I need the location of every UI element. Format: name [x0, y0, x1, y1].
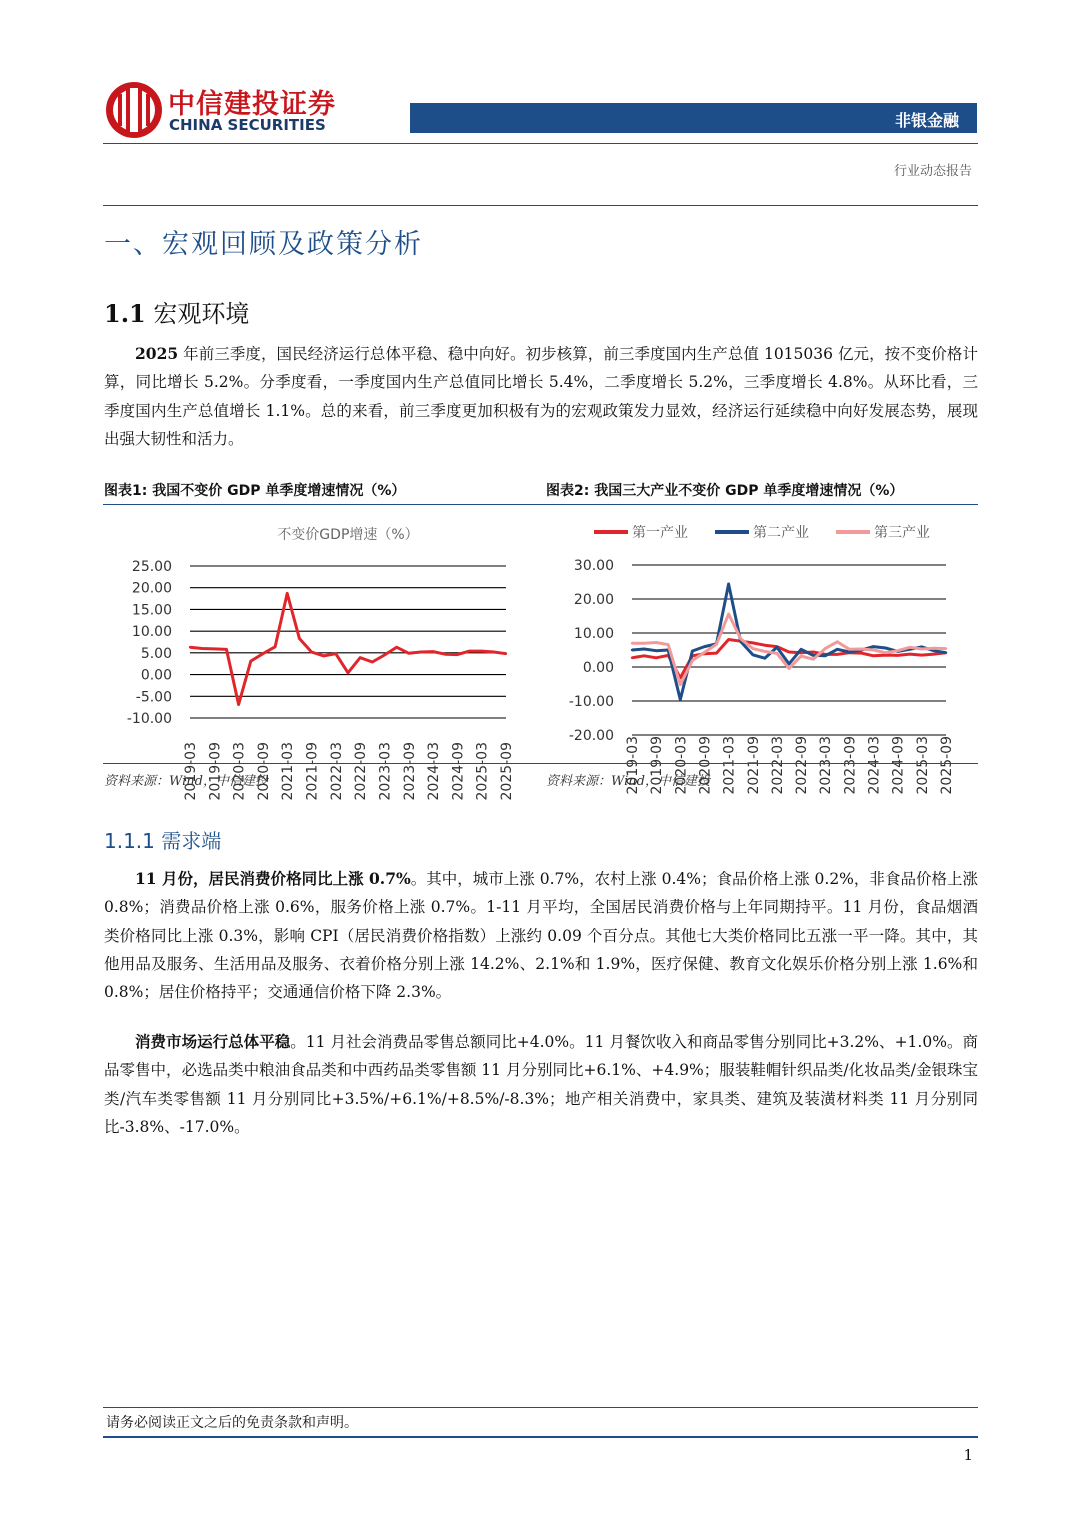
data-point: [643, 648, 645, 650]
data-point: [383, 654, 385, 656]
data-point: [727, 613, 729, 615]
data-point: [836, 648, 838, 650]
paragraph-retail: [104, 1028, 978, 1141]
x-tick-label: 2024-09: [890, 736, 907, 795]
data-point: [310, 651, 312, 653]
data-point: [933, 650, 935, 652]
figure-1-source: 资料来源：Wind，中信建投: [104, 774, 268, 789]
paragraph-body: 。11 月社会消费品零售总额同比+4.0%。11 月餐饮收入和商品零售分别同比+3.2%、+1.0%。商品零售中，必选品类中粮油食品类和中西药品类零售额 11 月分别同比+6.1%、+4.9%；服装鞋帽针织品类/化妆品类/金银珠宝类/汽车类零售额 11 月分别同比+3.5%/+6.1%/+8.5%/-8.3%；地产相关消费中，家具类、建筑及装潢材料类 11 月分别同比-3.8%、-17.0%。: [104, 1033, 978, 1136]
y-tick-label: -20.00: [568, 728, 614, 744]
paragraph-lead: 2025: [135, 344, 179, 363]
data-point: [909, 646, 911, 648]
data-point: [884, 647, 886, 649]
data-point: [945, 652, 947, 654]
x-tick-label: 2024-09: [450, 742, 467, 801]
figure-1-title: 图表1: 我国不变价 GDP 单季度增速情况（%）: [104, 483, 406, 499]
data-point: [456, 653, 458, 655]
data-point: [884, 654, 886, 656]
data-point: [201, 647, 203, 649]
y-tick-label: 10.00: [131, 624, 172, 641]
paragraph-gdp: [104, 340, 978, 453]
y-tick-label: 15.00: [131, 602, 172, 619]
y-tick-label: -5.00: [135, 689, 172, 706]
data-point: [655, 657, 657, 659]
y-tick-label: -10.00: [568, 694, 614, 710]
data-point: [727, 638, 729, 640]
data-point: [788, 663, 790, 665]
x-tick-label: 2020-09: [697, 736, 714, 795]
legend-label-3: 第三产业: [874, 525, 930, 541]
subsection-number: 1.1: [104, 299, 146, 328]
x-tick-label: 2019-09: [649, 736, 666, 795]
x-tick-label: 2022-09: [353, 742, 370, 801]
y-tick-label: 30.00: [573, 558, 614, 574]
x-tick-label: 2025-09: [939, 736, 955, 795]
data-point: [493, 651, 495, 653]
x-tick-label: 2020-09: [255, 742, 272, 801]
paragraph-lead: 11 月份，居民消费价格同比上涨 0.7%: [135, 869, 411, 888]
data-point: [800, 648, 802, 650]
x-tick-label: 2024-03: [866, 736, 883, 795]
data-point: [359, 656, 361, 658]
data-point: [872, 645, 874, 647]
data-point: [643, 655, 645, 657]
data-point: [752, 647, 754, 649]
data-point: [420, 651, 422, 653]
header-divider: [103, 205, 978, 206]
data-point: [631, 642, 633, 644]
data-point: [836, 641, 838, 643]
x-tick-label: 2025-03: [914, 736, 931, 795]
data-point: [727, 583, 729, 585]
x-tick-label: 2025-09: [499, 742, 515, 801]
data-point: [824, 655, 826, 657]
data-point: [872, 655, 874, 657]
sector-banner: [410, 103, 977, 133]
series-line-1: [632, 640, 946, 678]
y-tick-label: 5.00: [140, 645, 172, 662]
x-tick-label: 2019-03: [625, 736, 641, 795]
series-line-1: [190, 593, 506, 704]
x-tick-label: 2023-03: [818, 736, 835, 795]
data-point: [764, 644, 766, 646]
data-point: [262, 653, 264, 655]
data-point: [836, 653, 838, 655]
data-point: [505, 653, 507, 655]
data-point: [468, 650, 470, 652]
legend-label-2: 第二产业: [753, 525, 809, 541]
brand-name-cn: 中信建投证券: [168, 89, 336, 120]
data-point: [848, 651, 850, 653]
data-point: [286, 592, 288, 594]
data-point: [860, 652, 862, 654]
data-point: [250, 660, 252, 662]
data-point: [933, 647, 935, 649]
data-point: [788, 667, 790, 669]
data-point: [764, 650, 766, 652]
data-point: [884, 652, 886, 654]
data-point: [703, 645, 705, 647]
data-point: [752, 654, 754, 656]
x-tick-label: 2024-03: [426, 742, 443, 801]
sector-label: 非银金融: [894, 111, 959, 130]
sub-subsection-heading: 1.1.1 需求端: [104, 829, 222, 853]
data-point: [667, 643, 669, 645]
x-tick-label: 2019-03: [183, 742, 199, 801]
figure-bottom-rule: [103, 763, 978, 764]
x-tick-label: 2021-09: [304, 742, 321, 801]
data-point: [872, 649, 874, 651]
page-number: 1: [963, 1446, 973, 1464]
y-tick-label: 20.00: [573, 592, 614, 608]
data-point: [703, 651, 705, 653]
data-point: [189, 646, 191, 648]
data-point: [691, 650, 693, 652]
data-point: [643, 642, 645, 644]
data-point: [740, 638, 742, 640]
x-tick-label: 2023-09: [401, 742, 418, 801]
y-tick-label: 0.00: [140, 667, 172, 684]
data-point: [848, 648, 850, 650]
data-point: [347, 672, 349, 674]
x-tick-label: 2020-03: [673, 736, 690, 795]
data-point: [764, 657, 766, 659]
data-point: [800, 655, 802, 657]
footer-rule-top: [103, 1407, 978, 1408]
x-tick-label: 2021-03: [721, 736, 738, 795]
data-point: [788, 651, 790, 653]
data-point: [213, 648, 215, 650]
legend-label-1: 第一产业: [632, 525, 688, 541]
data-point: [481, 650, 483, 652]
report-type: 行业动态报告: [893, 164, 972, 179]
x-tick-label: 2021-09: [745, 736, 762, 795]
data-point: [679, 698, 681, 700]
paragraph-body: 年前三季度，国民经济运行总体平稳、稳中向好。初步核算，前三季度国内生产总值 1015036 亿元，按不变价格计算，同比增长 5.2%。分季度看，一季度国内生产总值同比增长 5.4%，二季度增长 5.2%，三季度增长 4.8%。从环比看，三季度国内生产总值增长 1.1%。总的来看，前三季度更加积极有为的宏观政策发力显效，经济运行延续稳中向好发展态势，展现出强大韧性和活力。: [104, 345, 978, 448]
data-point: [631, 649, 633, 651]
data-point: [752, 642, 754, 644]
data-point: [897, 654, 899, 656]
data-point: [715, 652, 717, 654]
data-point: [679, 684, 681, 686]
data-point: [432, 650, 434, 652]
data-point: [655, 650, 657, 652]
x-tick-label: 2019-09: [207, 742, 224, 801]
x-tick-label: 2022-03: [769, 736, 786, 795]
y-tick-label: 0.00: [582, 660, 614, 676]
x-tick-label: 2023-03: [377, 742, 394, 801]
data-point: [631, 657, 633, 659]
x-tick-label: 2023-09: [842, 736, 859, 795]
data-point: [812, 651, 814, 653]
data-point: [933, 653, 935, 655]
disclaimer: 请务必阅读正文之后的免责条款和声明。: [106, 1415, 358, 1431]
y-tick-label: 10.00: [573, 626, 614, 642]
data-point: [444, 653, 446, 655]
data-point: [371, 661, 373, 663]
data-point: [395, 646, 397, 648]
data-point: [691, 659, 693, 661]
paragraph-cpi: [104, 865, 978, 1006]
data-point: [715, 643, 717, 645]
data-point: [298, 637, 300, 639]
paragraph-body: 。其中，城市上涨 0.7%，农村上涨 0.4%；食品价格上涨 0.2%，非食品价格上涨 0.8%；消费品价格上涨 0.6%，服务价格上涨 0.7%。1-11 月平均，全国居民消费价格与上年同期持平。11 月份，食品烟酒类价格同比上涨 0.3%，影响 CPI（居民消费价格指数）上涨约 0.09 个百分点。其他七大类价格同比五涨一平一降。其中，其他用品及服务、生活用品及服务、衣着价格分别上涨 14.2%、2.1%和 1.9%，医疗保健、教育文化娱乐价格分别上涨 1.6%和 0.8%；居住价格持平；交通通信价格下降 2.3%。: [104, 870, 978, 1002]
data-point: [945, 647, 947, 649]
data-point: [237, 703, 239, 705]
data-point: [921, 654, 923, 656]
brand-name-en: CHINA SECURITIES: [169, 116, 326, 134]
header-rule: [103, 143, 978, 144]
china-securities-logo: [104, 80, 164, 140]
data-point: [335, 653, 337, 655]
data-point: [909, 653, 911, 655]
data-point: [225, 648, 227, 650]
y-tick-label: 20.00: [131, 580, 172, 597]
x-tick-label: 2022-03: [328, 742, 345, 801]
figure-top-rule: [103, 504, 978, 505]
data-point: [274, 646, 276, 648]
data-point: [655, 641, 657, 643]
data-point: [776, 652, 778, 654]
data-point: [408, 652, 410, 654]
data-point: [897, 650, 899, 652]
figure-2-title: 图表2: 我国三大产业不变价 GDP 单季度增速情况（%）: [546, 483, 904, 499]
data-point: [776, 646, 778, 648]
chart-title: 不变价GDP增速（%）: [277, 527, 419, 543]
x-tick-label: 2020-03: [231, 742, 248, 801]
subsection-title: 宏观环境: [145, 300, 250, 328]
subsection-heading: [104, 294, 249, 329]
data-point: [812, 658, 814, 660]
y-tick-label: -10.00: [126, 711, 172, 727]
x-tick-label: 2021-03: [280, 742, 297, 801]
x-tick-label: 2022-09: [794, 736, 811, 795]
data-point: [323, 655, 325, 657]
figure-2-source: 资料来源：Wind，中信建投: [546, 774, 710, 789]
data-point: [921, 648, 923, 650]
data-point: [812, 654, 814, 656]
y-tick-label: 25.00: [131, 559, 172, 575]
data-point: [860, 648, 862, 650]
paragraph-lead: 消费市场运行总体平稳: [135, 1032, 291, 1051]
data-point: [824, 647, 826, 649]
footer-rule-bottom: [103, 1436, 978, 1438]
x-tick-label: 2025-03: [474, 742, 491, 801]
section-heading: 一、宏观回顾及政策分析: [104, 229, 423, 260]
